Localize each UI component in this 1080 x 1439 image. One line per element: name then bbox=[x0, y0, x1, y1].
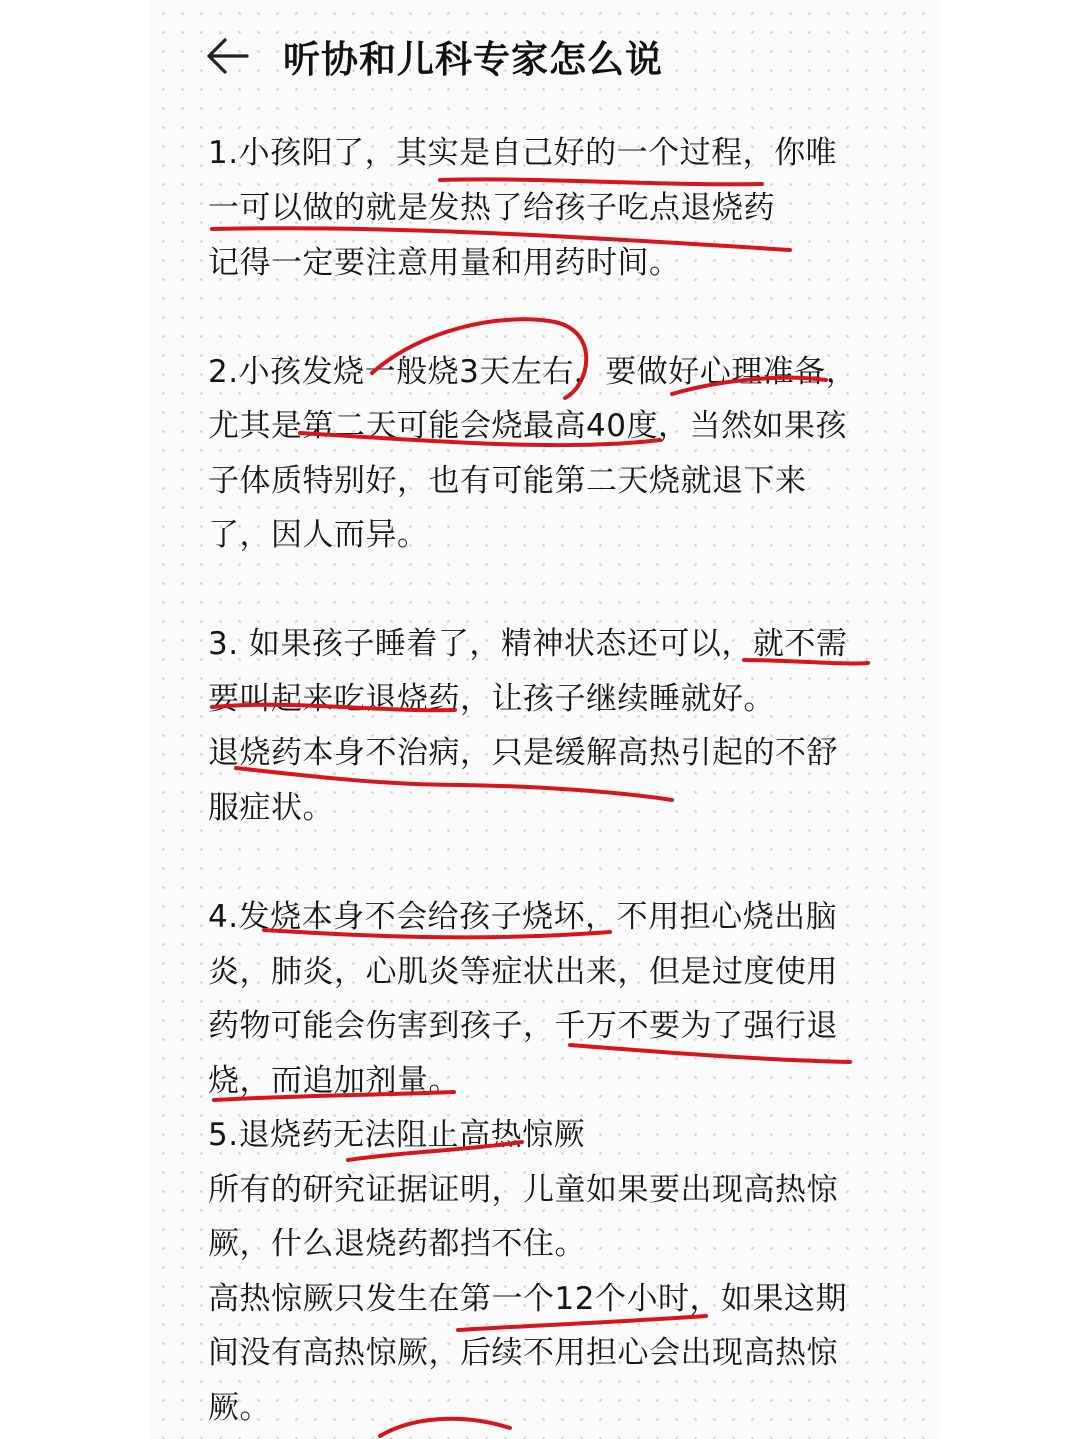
note-line: 药物可能会伤害到孩子，千万不要为了强行退 bbox=[208, 1008, 838, 1044]
note-line: 4.发烧本身不会给孩子烧坏，不用担心烧出脑 bbox=[208, 899, 838, 935]
header-bar bbox=[205, 20, 663, 92]
note-line: 间没有高热惊厥，后续不用担心会出现高热惊 bbox=[208, 1335, 838, 1371]
note-line: 厥，什么退烧药都挡不住。 bbox=[208, 1226, 586, 1262]
note-line: 1.小孩阳了，其实是自己好的一个过程，你唯 bbox=[208, 135, 838, 171]
note-line: 高热惊厥只发生在第一个12个小时，如果这期 bbox=[208, 1281, 847, 1317]
arrow-left-icon bbox=[205, 36, 249, 76]
note-line: 厥。 bbox=[208, 1390, 271, 1426]
note-line: 3. 如果孩子睡着了，精神状态还可以，就不需 bbox=[208, 626, 848, 662]
note-line: 一可以做的就是发热了给孩子吃点退烧药 bbox=[208, 190, 775, 226]
note-line: 5.退烧药无法阻止高热惊厥 bbox=[208, 1117, 586, 1153]
note-line: 烧，而追加剂量。 bbox=[208, 1063, 460, 1099]
back-button[interactable] bbox=[205, 30, 257, 82]
note-line: 要叫起来吃退烧药，让孩子继续睡就好。 bbox=[208, 681, 775, 717]
note-line: 退烧药本身不治病，只是缓解高热引起的不舒 bbox=[208, 735, 838, 771]
note-line: 炎，肺炎，心肌炎等症状出来，但是过度使用 bbox=[208, 954, 838, 990]
note-line: 所有的研究证据证明，儿童如果要出现高热惊 bbox=[208, 1172, 838, 1208]
page-title: 听协和儿科专家怎么说 bbox=[283, 38, 663, 81]
note-line: 记得一定要注意用量和用药时间。 bbox=[208, 245, 681, 281]
note-line: 服症状。 bbox=[208, 790, 334, 826]
note-line: 了，因人而异。 bbox=[208, 517, 429, 553]
note-line: 2.小孩发烧一般烧3天左右，要做好心理准备， bbox=[208, 354, 858, 390]
note-line: 尤其是第二天可能会烧最高40度，当然如果孩 bbox=[208, 408, 847, 444]
note-line: 子体质特别好，也有可能第二天烧就退下来 bbox=[208, 463, 807, 499]
